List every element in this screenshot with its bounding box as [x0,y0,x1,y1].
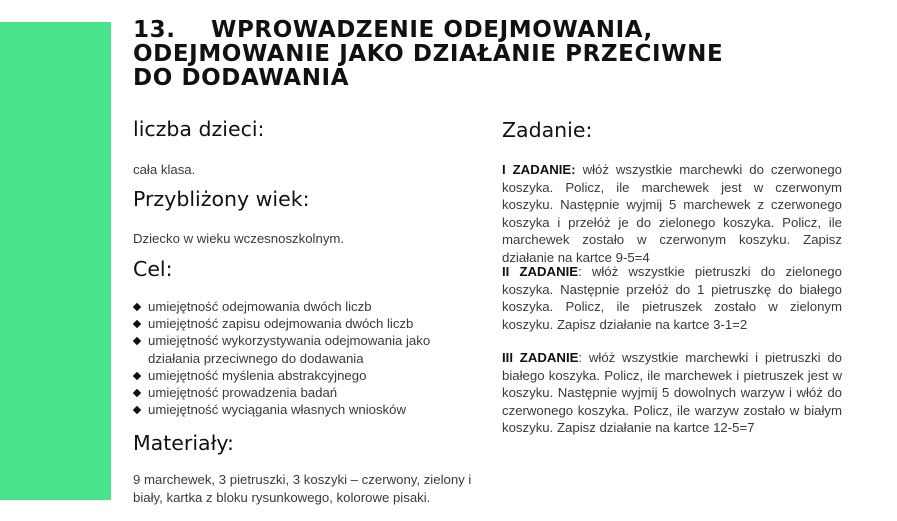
title-line-2: ODEJMOWANIE JAKO DZIAŁANIE PRZECIWNE [133,41,724,67]
goal-item: umiejętność wyciągania własnych wniosków [133,401,453,418]
task-3-paragraph [502,349,842,437]
green-accent-bar [0,22,111,500]
task-3-label: III ZADANIE [502,350,579,365]
goal-item: umiejętność zapisu odejmowania dwóch liczb [133,315,453,332]
goal-item: umiejętność odejmowania dwóch liczb [133,298,453,315]
task-2-paragraph [502,263,842,333]
bullet-diamond-icon [133,389,141,397]
task-1-paragraph [502,161,842,266]
task-2-text: : włóż wszystkie pietruszki do zielonego koszyka. Następnie przełóż do 1 pietruszkę do białego koszyka. Policz, ile pietruszek zostało w zielonym koszyku. Zapisz działanie na kartce 3-1=2 [502,264,842,332]
task-1-label: I ZADANIE: [502,162,576,177]
age-heading: Przybliżony wiek: [133,187,310,211]
task-heading: Zadanie: [502,118,593,142]
title-line-3: DO DODAWANIA [133,65,350,91]
children-text: cała klasa. [133,162,196,177]
bullet-diamond-icon [133,337,141,345]
bullet-diamond-icon [133,372,141,380]
children-heading: liczba dzieci: [133,117,265,141]
task-3-text: : włóż wszystkie marchewki i pietruszki do białego koszyka. Policz, ile marchewek i pietruszek jest w koszyku. Następnie wyjmij 5 dowolnych warzyw i włóż do czerwonego koszyka. Policz, ile warzyw zostało w białym koszyku. Zapisz działanie na kartce 12-5=7 [502,350,842,435]
goal-list [133,298,453,418]
page-title [133,18,873,90]
goal-heading: Cel: [133,257,173,281]
goal-item: umiejętność prowadzenia badań [133,384,453,401]
materials-heading: Materiały: [133,431,234,455]
title-line-1: 13. WPROWADZENIE ODEJMOWANIA, [133,17,653,43]
bullet-diamond-icon [133,320,141,328]
bullet-diamond-icon [133,406,141,414]
materials-text: 9 marchewek, 3 pietruszki, 3 koszyki – czerwony, zielony i biały, kartka z bloku rysunkowego, kolorowe pisaki. [133,472,472,505]
age-text: Dziecko w wieku wczesnoszkolnym. [133,231,345,246]
goal-item: umiejętność wykorzystywania odejmowania jako działania przeciwnego do dodawania [133,332,453,366]
title-number: 13. [133,17,176,43]
task-2-label: II ZADANIE [502,264,579,279]
task-1-text: włóż wszystkie marchewki do czerwonego koszyka. Policz, ile marchewek jest w czerwonym koszyku. Następnie wyjmij 5 marchewek z czerwonego koszyka i przełóż je do zielonego koszyka. Policz, ile marchewek zostało w czerwonym koszyku. Zapisz działanie na kartce 9-5=4 [502,162,842,265]
bullet-diamond-icon [133,303,141,311]
goal-item: umiejętność myślenia abstrakcyjnego [133,367,453,384]
